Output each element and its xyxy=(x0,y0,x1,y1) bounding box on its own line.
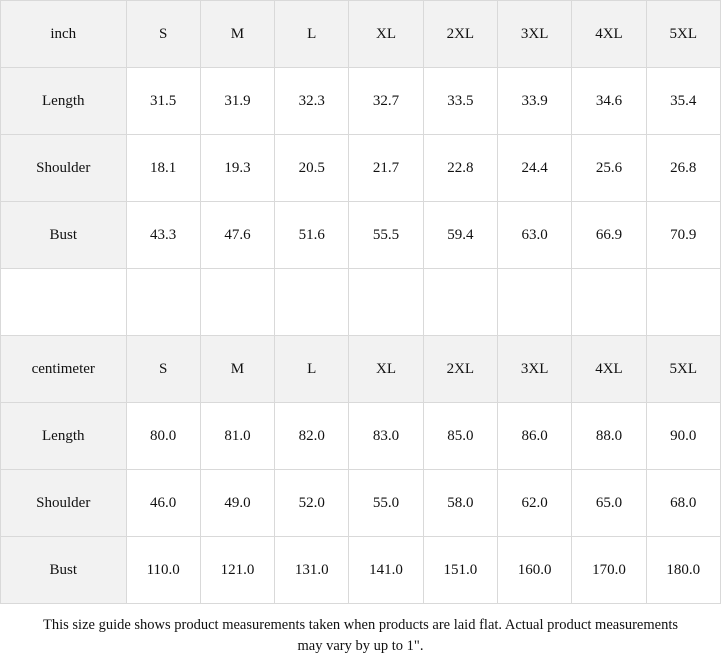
inch-shoulder-5xl: 26.8 xyxy=(646,135,720,202)
inch-shoulder-3xl: 24.4 xyxy=(498,135,572,202)
size-guide-footnote: This size guide shows product measurements taken when products are laid flat. Actual product measurements may vary by up to 1". xyxy=(43,617,678,655)
inch-length-4xl: 34.6 xyxy=(572,68,646,135)
cm-bust-4xl: 170.0 xyxy=(572,537,646,604)
spacer-cell xyxy=(126,269,200,336)
inch-size-header-2xl: 2XL xyxy=(423,1,497,68)
cm-row-label-bust: Bust xyxy=(1,537,127,604)
cm-bust-m: 121.0 xyxy=(200,537,274,604)
cm-shoulder-xl: 55.0 xyxy=(349,470,423,537)
cm-length-l: 82.0 xyxy=(275,403,349,470)
cm-bust-s: 110.0 xyxy=(126,537,200,604)
table-row xyxy=(1,135,721,202)
inch-length-2xl: 33.5 xyxy=(423,68,497,135)
inch-bust-l: 51.6 xyxy=(275,202,349,269)
cm-size-header-l: L xyxy=(275,336,349,403)
cm-shoulder-4xl: 65.0 xyxy=(572,470,646,537)
cm-length-3xl: 86.0 xyxy=(498,403,572,470)
inch-size-header-4xl: 4XL xyxy=(572,1,646,68)
inch-bust-xl: 55.5 xyxy=(349,202,423,269)
table-row xyxy=(1,537,721,604)
table-row-spacer xyxy=(1,269,721,336)
inch-shoulder-4xl: 25.6 xyxy=(572,135,646,202)
cm-size-header-xl: XL xyxy=(349,336,423,403)
table-row-cm-header xyxy=(1,336,721,403)
cm-size-header-4xl: 4XL xyxy=(572,336,646,403)
inch-length-3xl: 33.9 xyxy=(498,68,572,135)
cm-bust-xl: 141.0 xyxy=(349,537,423,604)
inch-size-header-5xl: 5XL xyxy=(646,1,720,68)
spacer-label-cell xyxy=(1,269,127,336)
inch-bust-s: 43.3 xyxy=(126,202,200,269)
table-row xyxy=(1,202,721,269)
cm-length-xl: 83.0 xyxy=(349,403,423,470)
inch-size-header-l: L xyxy=(275,1,349,68)
cm-length-4xl: 88.0 xyxy=(572,403,646,470)
cm-shoulder-m: 49.0 xyxy=(200,470,274,537)
spacer-cell xyxy=(349,269,423,336)
cm-length-m: 81.0 xyxy=(200,403,274,470)
table-row xyxy=(1,68,721,135)
inch-size-header-3xl: 3XL xyxy=(498,1,572,68)
cm-length-2xl: 85.0 xyxy=(423,403,497,470)
cm-bust-2xl: 151.0 xyxy=(423,537,497,604)
cm-row-label-length: Length xyxy=(1,403,127,470)
inch-shoulder-l: 20.5 xyxy=(275,135,349,202)
inch-shoulder-m: 19.3 xyxy=(200,135,274,202)
cm-size-header-3xl: 3XL xyxy=(498,336,572,403)
cm-size-header-m: M xyxy=(200,336,274,403)
cm-length-5xl: 90.0 xyxy=(646,403,720,470)
table-row xyxy=(1,403,721,470)
inch-row-label-bust: Bust xyxy=(1,202,127,269)
inch-length-5xl: 35.4 xyxy=(646,68,720,135)
inch-bust-2xl: 59.4 xyxy=(423,202,497,269)
cm-length-s: 80.0 xyxy=(126,403,200,470)
inch-length-xl: 32.7 xyxy=(349,68,423,135)
spacer-cell xyxy=(423,269,497,336)
spacer-cell xyxy=(275,269,349,336)
cm-unit-label: centimeter xyxy=(1,336,127,403)
table-row xyxy=(1,470,721,537)
cm-shoulder-s: 46.0 xyxy=(126,470,200,537)
cm-size-header-s: S xyxy=(126,336,200,403)
cm-shoulder-5xl: 68.0 xyxy=(646,470,720,537)
cm-size-header-2xl: 2XL xyxy=(423,336,497,403)
inch-size-header-s: S xyxy=(126,1,200,68)
inch-bust-3xl: 63.0 xyxy=(498,202,572,269)
inch-length-s: 31.5 xyxy=(126,68,200,135)
inch-length-m: 31.9 xyxy=(200,68,274,135)
spacer-cell xyxy=(572,269,646,336)
cm-shoulder-3xl: 62.0 xyxy=(498,470,572,537)
inch-size-header-xl: XL xyxy=(349,1,423,68)
spacer-cell xyxy=(200,269,274,336)
cm-size-header-5xl: 5XL xyxy=(646,336,720,403)
inch-shoulder-s: 18.1 xyxy=(126,135,200,202)
cm-bust-5xl: 180.0 xyxy=(646,537,720,604)
cm-bust-l: 131.0 xyxy=(275,537,349,604)
inch-row-label-length: Length xyxy=(1,68,127,135)
inch-shoulder-xl: 21.7 xyxy=(349,135,423,202)
spacer-cell xyxy=(646,269,720,336)
cm-row-label-shoulder: Shoulder xyxy=(1,470,127,537)
inch-bust-m: 47.6 xyxy=(200,202,274,269)
inch-unit-label: inch xyxy=(1,1,127,68)
cm-shoulder-2xl: 58.0 xyxy=(423,470,497,537)
inch-bust-5xl: 70.9 xyxy=(646,202,720,269)
inch-length-l: 32.3 xyxy=(275,68,349,135)
inch-row-label-shoulder: Shoulder xyxy=(1,135,127,202)
inch-bust-4xl: 66.9 xyxy=(572,202,646,269)
cm-bust-3xl: 160.0 xyxy=(498,537,572,604)
table-row-inch-header xyxy=(1,1,721,68)
inch-size-header-m: M xyxy=(200,1,274,68)
spacer-cell xyxy=(498,269,572,336)
inch-shoulder-2xl: 22.8 xyxy=(423,135,497,202)
cm-shoulder-l: 52.0 xyxy=(275,470,349,537)
